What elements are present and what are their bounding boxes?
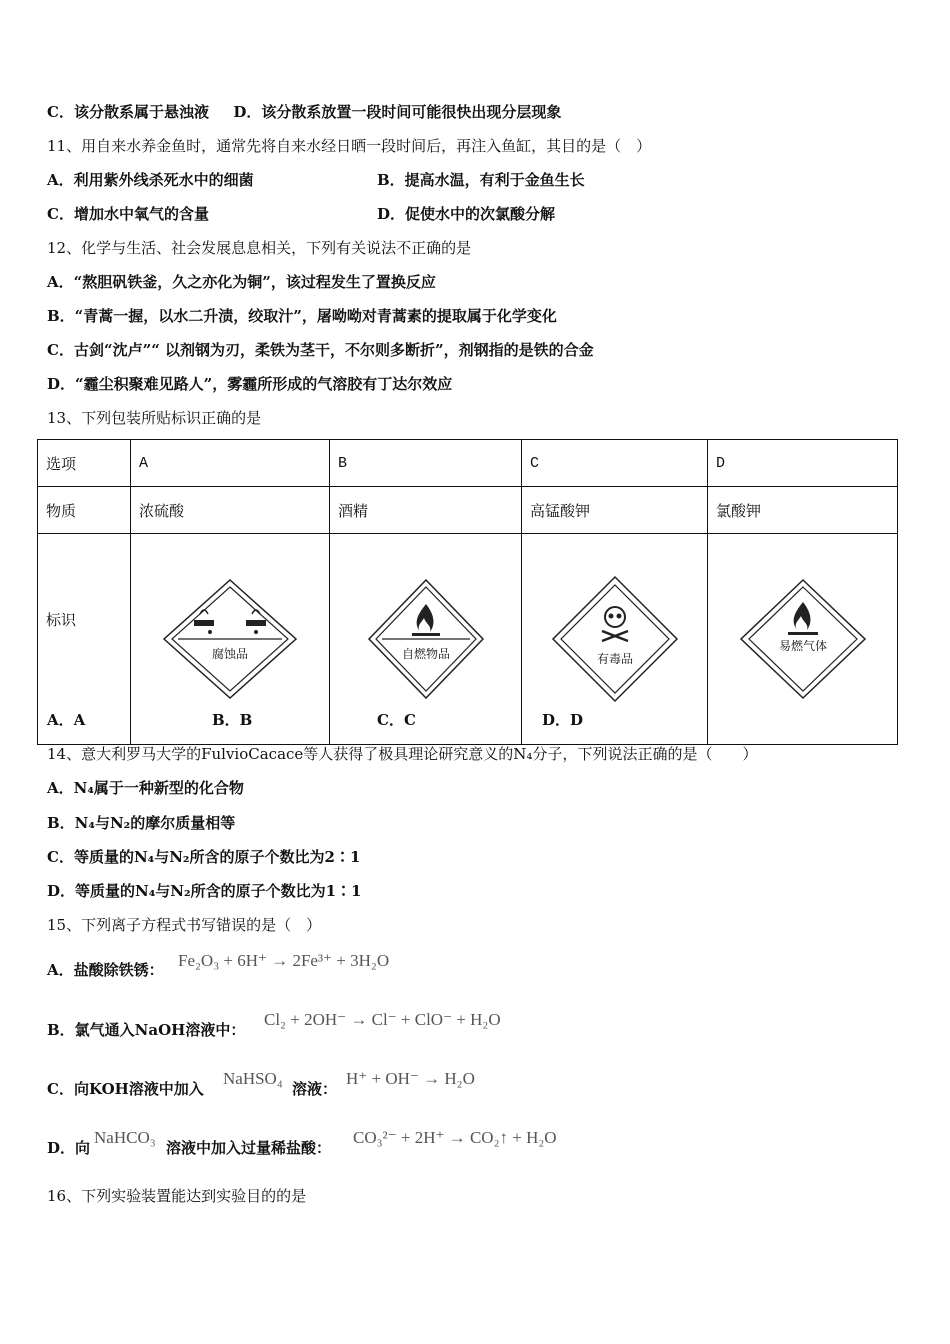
q15-option-b-equation: Cl₂ + 2OH⁻ → Cl⁻ + ClO⁻ + H₂O [264, 1010, 501, 1029]
q13-table [37, 439, 898, 745]
spontaneous-combustion-sign-label: 自燃物品 [401, 647, 450, 661]
table-cell: 氯酸钾 [708, 487, 898, 534]
q13-option-c: C．C [377, 711, 416, 729]
q13-option-b: B．B [212, 711, 253, 729]
table-cell: 浓硫酸 [131, 487, 330, 534]
q15-option-d [47, 1138, 90, 1158]
q10-option-c: C．该分散系属于悬浊液 [47, 103, 209, 121]
table-cell: 选项 [38, 440, 131, 487]
q15-option-c-text2: 溶液： [292, 1080, 338, 1098]
q13-option-a: A．A [47, 711, 86, 729]
table-cell-sign-d [708, 534, 898, 745]
q15-stem: 15、下列离子方程式书写错误的是（ ） [47, 916, 322, 934]
q13-table-header-row [38, 440, 898, 487]
q16-stem: 16、下列实验装置能达到实验目的的是 [47, 1187, 307, 1205]
q15-option-d-reagent: NaHCO₃ [94, 1128, 156, 1147]
table-cell: 高锰酸钾 [522, 487, 708, 534]
q15-option-d-text2: 溶液中加入过量稀盐酸： [166, 1139, 332, 1157]
q15-option-c [47, 1079, 204, 1099]
q15-option-d-text1: D．向 [47, 1139, 91, 1157]
q15-option-c-reagent: NaHSO₄ [223, 1069, 283, 1088]
q15-option-a [47, 960, 164, 980]
q14-option-a: A．N₄属于一种新型的化合物 [47, 779, 244, 797]
q13-table-sign-row [38, 534, 898, 745]
flammable-gas-sign-icon [738, 578, 868, 700]
toxic-sign-label: 有毒品 [596, 652, 633, 666]
q13-option-d: D．D [542, 711, 584, 729]
table-cell: C [522, 440, 708, 487]
q12-option-c: C．古剑“沈卢”“ 以剂钢为刃，柔铁为茎干，不尔则多断折”，剂钢指的是铁的合金 [47, 341, 594, 359]
q15-option-a-text: A．盐酸除铁锈： [47, 961, 164, 979]
toxic-sign-icon [550, 575, 680, 703]
q12-option-d: D．“霾尘积聚难见路人”，雾霾所形成的气溶胶有丁达尔效应 [47, 375, 453, 393]
table-cell: 酒精 [330, 487, 522, 534]
table-cell: A [131, 440, 330, 487]
q15-option-d-equation: CO₃²⁻ + 2H⁺ → CO₂↑ + H₂O [353, 1128, 557, 1147]
q11-option-b: B．提高水温，有利于金鱼生长 [377, 171, 585, 189]
table-cell: 标识 [38, 534, 131, 745]
q11-option-c: C．增加水中氧气的含量 [47, 205, 209, 223]
q15-option-b [47, 1020, 245, 1040]
table-cell: B [330, 440, 522, 487]
q14-stem: 14、意大利罗马大学的FulvioCacace等人获得了极具理论研究意义的N₄分子，下列说法正确的是（ ） [47, 745, 758, 763]
table-cell: 物质 [38, 487, 131, 534]
q10-option-d: D．该分散系放置一段时间可能很快出现分层现象 [233, 103, 562, 121]
q11-stem: 11、用自来水养金鱼时，通常先将自来水经日晒一段时间后，再注入鱼缸，其目的是（ ） [47, 137, 652, 155]
q13-stem: 13、下列包装所贴标识正确的是 [47, 409, 262, 427]
q11-option-a: A．利用紫外线杀死水中的细菌 [47, 171, 254, 189]
spontaneous-combustion-sign-icon [366, 578, 486, 700]
corrosive-sign-label: 腐蚀品 [211, 647, 249, 661]
q14-option-d: D．等质量的N₄与N₂所含的原子个数比为1∶1 [47, 882, 362, 900]
q13-table-substance-row [38, 487, 898, 534]
corrosive-sign-icon [160, 578, 300, 700]
table-cell-sign-b [330, 534, 522, 745]
q14-option-b: B．N₄与N₂的摩尔质量相等 [47, 814, 236, 832]
q15-option-b-text: B．氯气通入NaOH溶液中： [47, 1021, 246, 1039]
q15-option-c-text1: C．向KOH溶液中加入 [47, 1080, 204, 1098]
q14-option-c: C．等质量的N₄与N₂所含的原子个数比为2∶1 [47, 848, 361, 866]
q12-option-a: A．“熬胆矾铁釜，久之亦化为铜”，该过程发生了置换反应 [47, 273, 436, 291]
q12-stem: 12、化学与生活、社会发展息息相关，下列有关说法不正确的是 [47, 239, 472, 257]
q15-option-a-equation: Fe₂O₃ + 6H⁺ → 2Fe³⁺ + 3H₂O [178, 951, 390, 970]
flammable-gas-sign-label: 易燃气体 [778, 639, 827, 653]
table-cell: D [708, 440, 898, 487]
q10-options-cd [47, 102, 561, 122]
q15-option-c-equation: H⁺ + OH⁻ → H₂O [346, 1069, 475, 1088]
q12-option-b: B．“青蒿一握，以水二升渍，绞取汁”，屠呦呦对青蒿素的提取属于化学变化 [47, 307, 557, 325]
q11-option-d: D．促使水中的次氯酸分解 [377, 205, 556, 223]
